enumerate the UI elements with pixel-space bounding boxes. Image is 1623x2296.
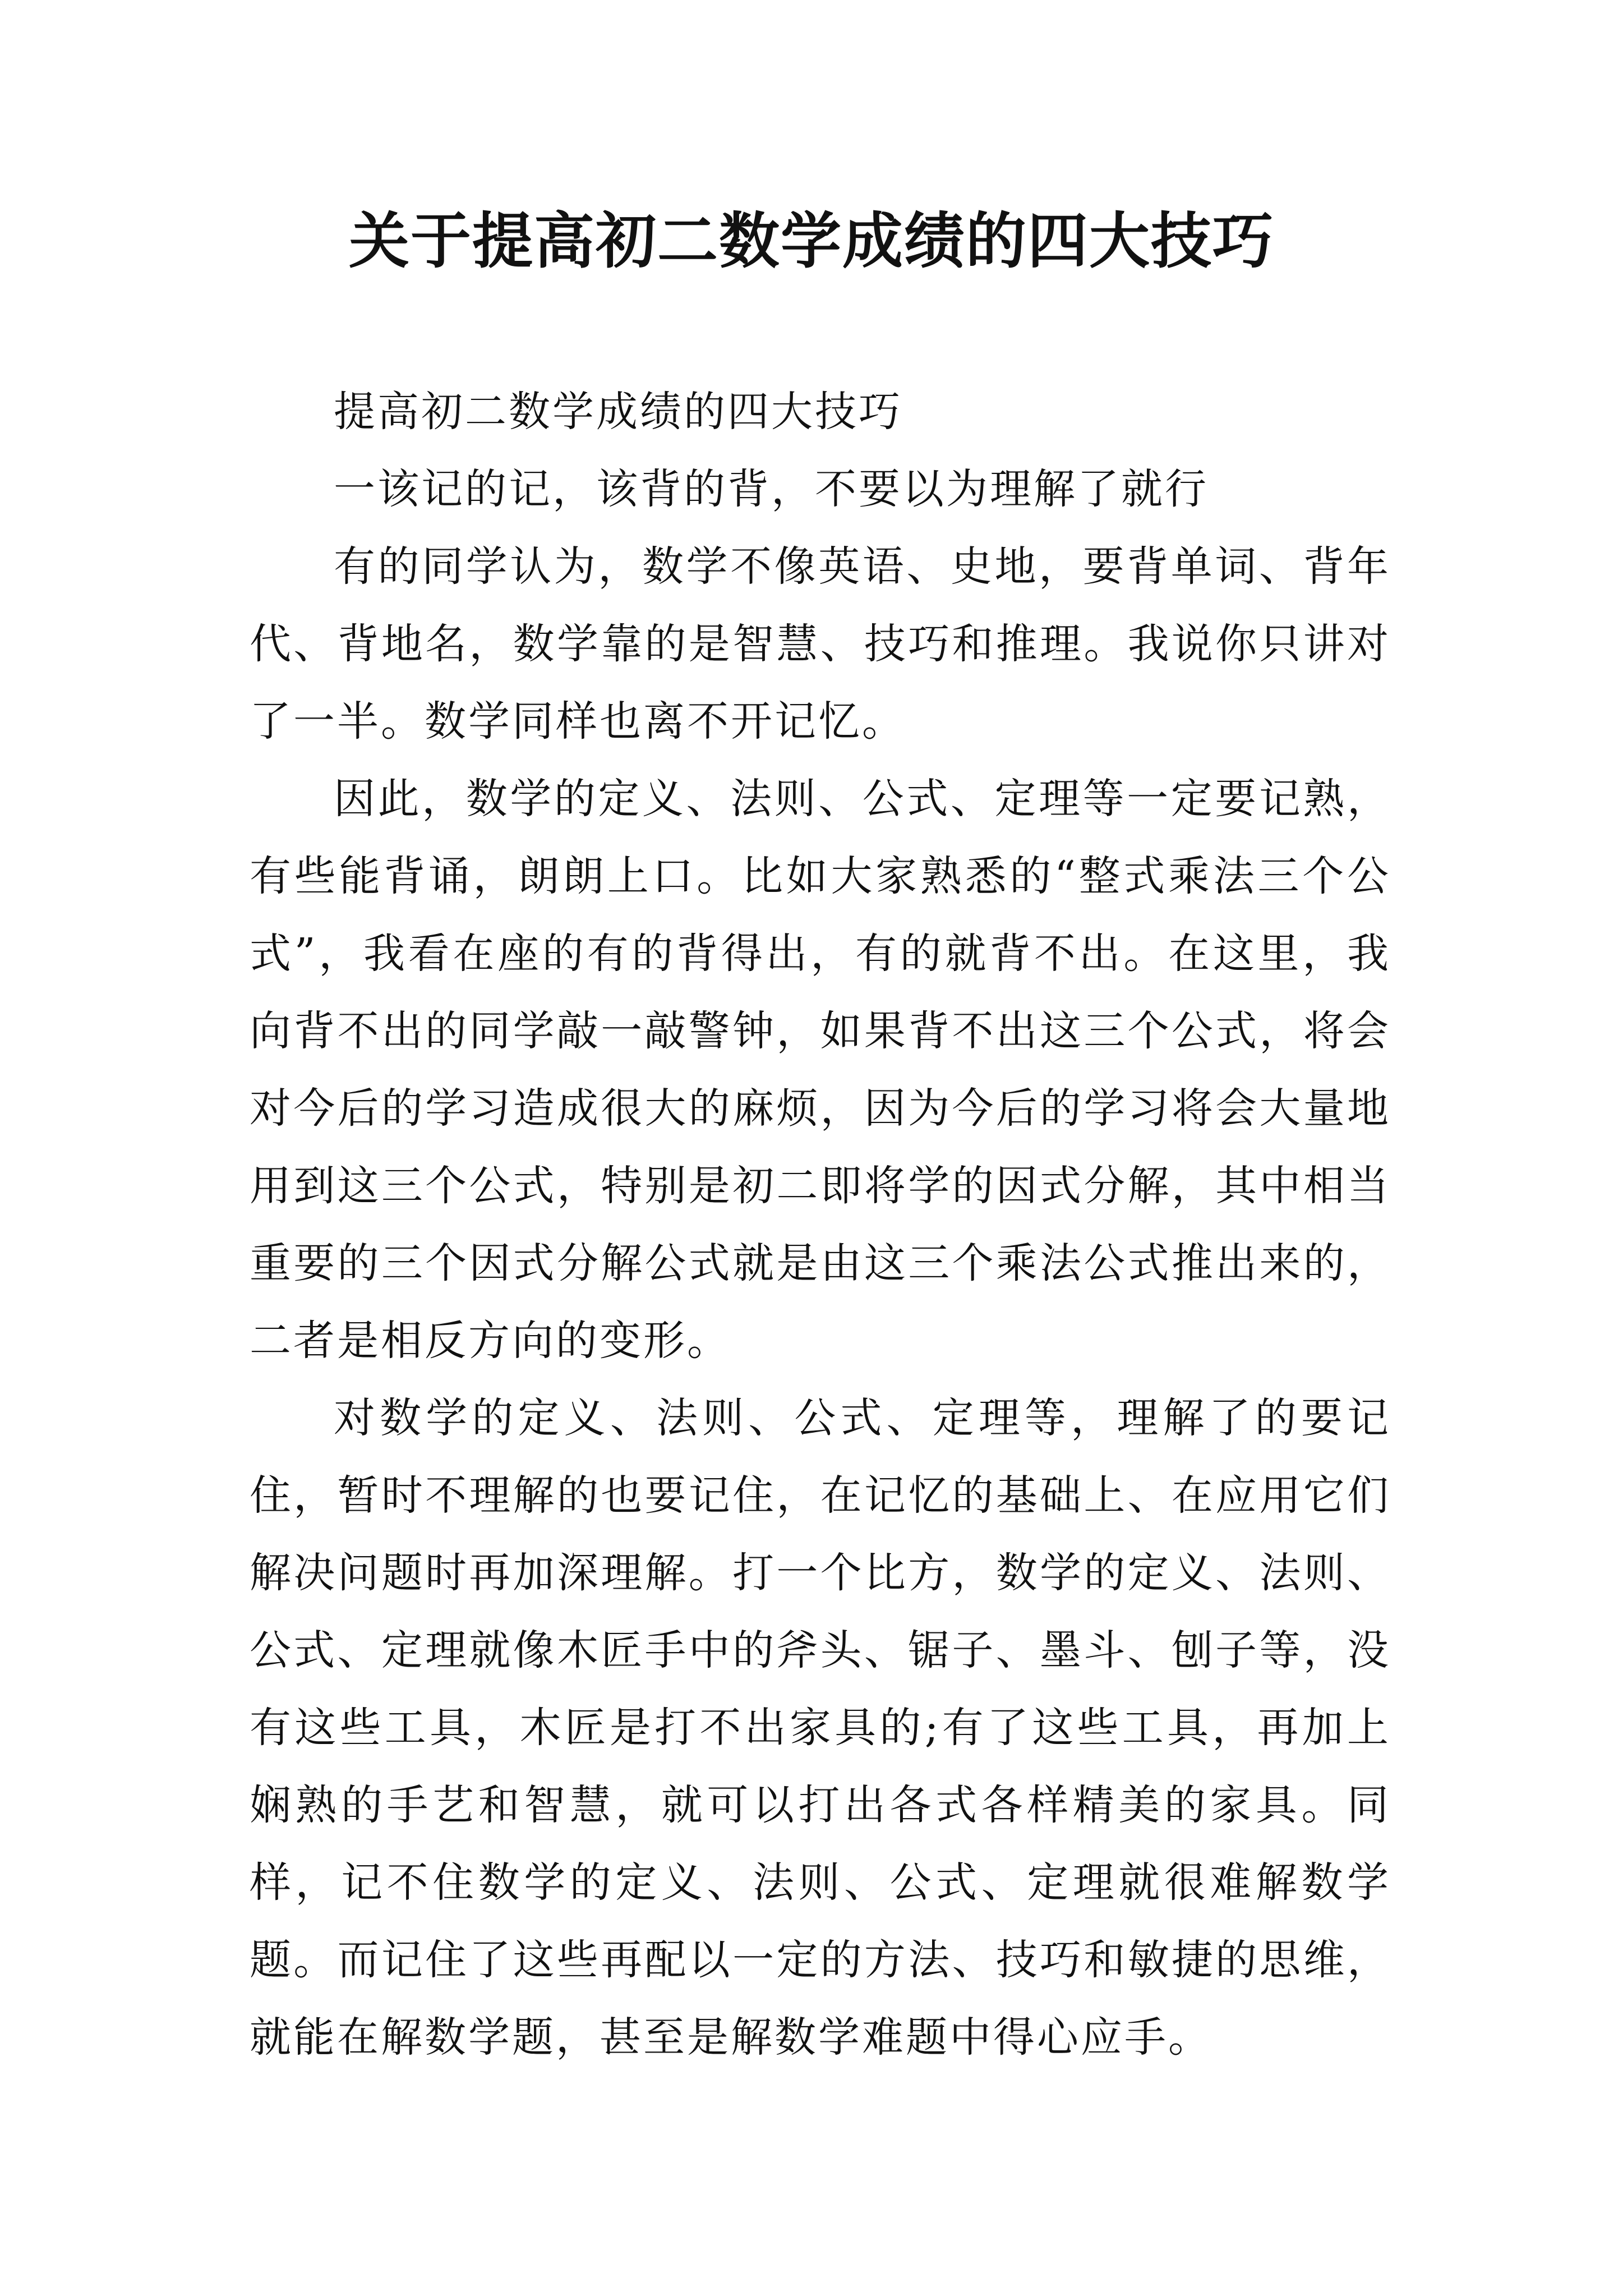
document-title: 关于提高初二数学成绩的四大技巧 [348, 206, 1274, 277]
paragraph-section-heading: 一该记的记，该背的背，不要以为理解了就行 [334, 465, 1209, 513]
paragraph: 对数学的定义、法则、公式、定理等，理解了的要记住，暂时不理解的也要记住，在记忆的基础上、在应用它们解决问题时再加深理解。打一个比方，数学的定义、法则、公式、定理就像木匠手中的斧头、锯子、墨斗、刨子等，没有这些工具，木匠是打不出家具的;有了这些工具，再加上娴熟的手艺和智慧，就可以打出各式各样精美的家具。同样，记不住数学的定义、法则、公式、定理就很难解数学题。而记住了这些再配以一定的方法、技巧和敏捷的思维，就能在解数学题，甚至是解数学难题中得心应手。 [250, 1394, 1391, 2062]
paragraph-subtitle: 提高初二数学成绩的四大技巧 [334, 388, 902, 436]
paragraph: 有的同学认为，数学不像英语、史地，要背单词、背年代、背地名，数学靠的是智慧、技巧和推理。我说你只讲对了一半。数学同样也离不开记忆。 [250, 542, 1391, 746]
document-body [250, 373, 1391, 2076]
paragraph: 因此，数学的定义、法则、公式、定理等一定要记熟，有些能背诵，朗朗上口。比如大家熟悉的“整式乘法三个公式”，我看在座的有的背得出，有的就背不出。在这里，我向背不出的同学敲一敲警钟，如果背不出这三个公式，将会对今后的学习造成很大的麻烦，因为今后的学习将会大量地用到这三个公式，特别是初二即将学的因式分解，其中相当重要的三个因式分解公式就是由这三个乘法公式推出来的，二者是相反方向的变形。 [250, 775, 1391, 1365]
